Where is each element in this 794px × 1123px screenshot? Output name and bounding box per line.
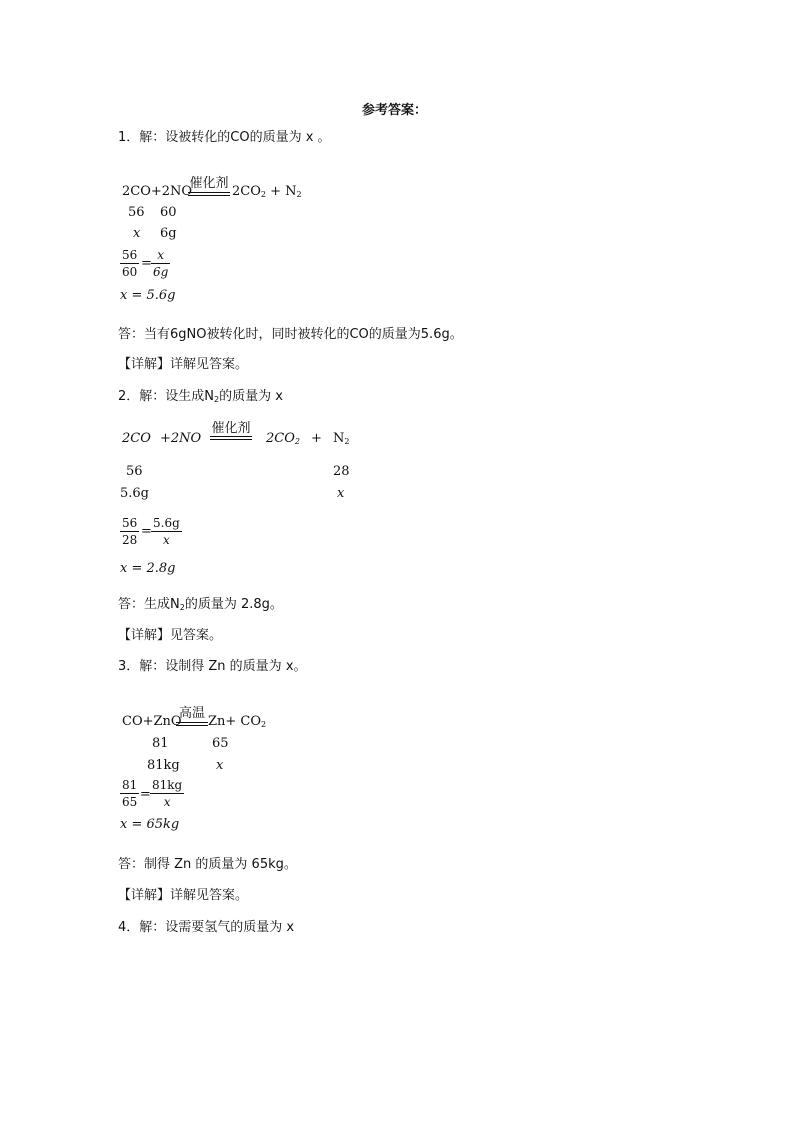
- q2-equals-sign: [210, 436, 252, 440]
- q1-equals-sign: [188, 192, 230, 196]
- q3-molar-mass-zn: 65: [212, 736, 229, 751]
- q3-reactants: CO+ZnO: [122, 714, 182, 729]
- q1-detail: 【详解】详解见答案。: [118, 357, 249, 372]
- q3-detail: 【详解】详解见答案。: [118, 888, 249, 903]
- q3-products: $Zn+ CO_2$: [208, 714, 267, 729]
- q2-intro: 2．解：设生成$N_2$的质量为 x: [118, 389, 283, 404]
- q1-fraction-right: $\frac{x}{6g}$: [153, 248, 169, 279]
- q1-fraction-left: $\frac{56}{60}$: [122, 248, 138, 279]
- q3-molar-mass-zno: 81: [152, 736, 169, 751]
- q2-reactant-co: 2CO: [122, 431, 151, 446]
- q1-products: $2CO_2 + N_2$: [232, 184, 302, 199]
- q3-equals-sign: [176, 722, 208, 726]
- q2-result: x = 2.8g: [120, 561, 176, 576]
- q1-known-no: 6g: [160, 226, 177, 241]
- q2-product-n2: $N_2$: [333, 431, 350, 446]
- q1-equals: =: [141, 256, 152, 271]
- q2-plus: +: [311, 431, 322, 446]
- q2-product-co2: $2CO_2$: [266, 431, 300, 446]
- q3-unknown-zn: x: [216, 758, 224, 773]
- q1-condition: 催化剂: [189, 176, 229, 191]
- q2-molar-mass-n2: 28: [333, 464, 350, 479]
- q3-result: x = 65kg: [120, 817, 180, 832]
- q2-fraction-left: $\frac{56}{28}$: [122, 516, 138, 547]
- q2-detail: 【详解】见答案。: [118, 628, 223, 643]
- q3-known-zno: 81kg: [147, 758, 180, 773]
- q1-reactants: 2CO+2NO: [122, 184, 193, 199]
- q1-result: x = 5.6g: [120, 288, 176, 303]
- q2-molar-mass-co: 56: [126, 464, 143, 479]
- q3-fraction-left: $\frac{81}{65}$: [122, 778, 138, 809]
- q2-known-co: 5.6g: [120, 486, 149, 501]
- q3-condition: 高温: [178, 706, 205, 721]
- q1-answer: 答：当有6gNO被转化时，同时被转化的CO的质量为5.6g。: [118, 327, 463, 342]
- q2-unknown-n2: x: [337, 486, 345, 501]
- q2-condition: 催化剂: [211, 421, 251, 436]
- q3-answer: 答：制得 Zn 的质量为 65kg。: [118, 857, 297, 872]
- q1-unknown-co: x: [133, 226, 141, 241]
- q2-equals: =: [141, 524, 152, 539]
- q3-intro: 3．解：设制得 Zn 的质量为 x。: [118, 659, 307, 674]
- q2-reactant-no: +2NO: [160, 431, 202, 446]
- q2-fraction-right: $\frac{5.6g}{x}$: [153, 516, 180, 547]
- q4-intro: 4．解：设需要氢气的质量为 x: [118, 920, 295, 935]
- q3-fraction-right: $\frac{81kg}{x}$: [152, 778, 183, 809]
- q1-molar-mass-co: 56: [128, 205, 145, 220]
- q1-molar-mass-no: 60: [160, 205, 177, 220]
- q3-equals: =: [140, 787, 151, 802]
- q2-answer: 答：生成$N_2$的质量为 2.8g。: [118, 597, 283, 612]
- page-title: 参考答案：: [362, 103, 428, 118]
- q1-intro: 1．解：设被转化的CO的质量为 x 。: [118, 130, 331, 145]
